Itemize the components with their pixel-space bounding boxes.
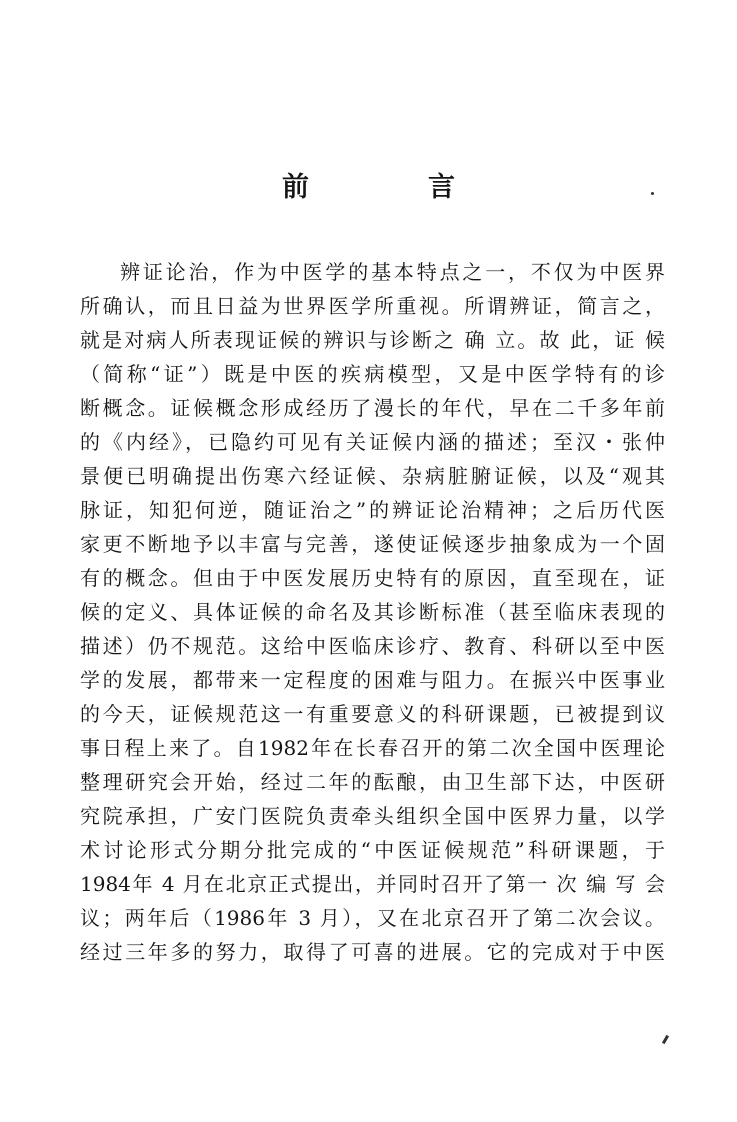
text-line: （简称“证”）既是中医的疾病模型，又是中医学特有的诊 [80,362,665,386]
text-line: 描述）仍不规范。这给中医临床诊疗、教育、科研以至中医 [80,634,665,658]
text-line: 辨证论治，作为中医学的基本特点之一，不仅为中医界 [120,260,665,284]
scan-mark [662,1035,669,1044]
text-line: 候的定义、具体证候的命名及其诊断标准（甚至临床表现的 [80,600,665,624]
scan-speck [651,192,654,195]
text-line: 学的发展，都带来一定程度的困难与阻力。在振兴中医事业 [80,668,665,692]
text-line: 断概念。证候概念形成经历了漫长的年代，早在二千多年前 [80,396,665,420]
text-line: 议；两年后（1986年 3 月），又在北京召开了第二次会议。 [80,906,665,930]
text-line: 就是对病人所表现证候的辨识与诊断之 确 立。故 此，证 候 [80,328,665,352]
text-line: 事日程上来了。自1982年在长春召开的第二次全国中医理论 [80,736,665,760]
text-line: 究院承担，广安门医院负责牵头组织全国中医界力量，以学 [80,804,665,828]
text-line: 1984年 4 月在北京正式提出，并同时召开了第一 次 编 写 会 [80,872,665,896]
text-line: 所确认，而且日益为世界医学所重视。所谓辨证，简言之， [80,294,665,318]
text-line: 有的概念。但由于中医发展历史特有的原因，直至现在，证 [80,566,665,590]
text-line: 整理研究会开始，经过二年的酝酿，由卫生部下达，中医研 [80,770,665,794]
page-title: 前 言 [282,172,501,203]
text-line: 脉证，知犯何逆，随证治之”的辨证论治精神；之后历代医 [80,498,665,522]
text-line: 术讨论形式分期分批完成的“中医证候规范”科研课题，于 [80,838,665,862]
text-line: 景便已明确提出伤寒六经证候、杂病脏腑证候，以及“观其 [80,464,665,488]
text-line: 经过三年多的努力，取得了可喜的进展。它的完成对于中医 [80,940,665,964]
text-line: 的今天，证候规范这一有重要意义的科研课题，已被提到议 [80,702,665,726]
text-line: 的《内经》，已隐约可见有关证候内涵的描述；至汉・张仲 [80,430,665,454]
text-line: 家更不断地予以丰富与完善，遂使证候逐步抽象成为一个固 [80,532,665,556]
